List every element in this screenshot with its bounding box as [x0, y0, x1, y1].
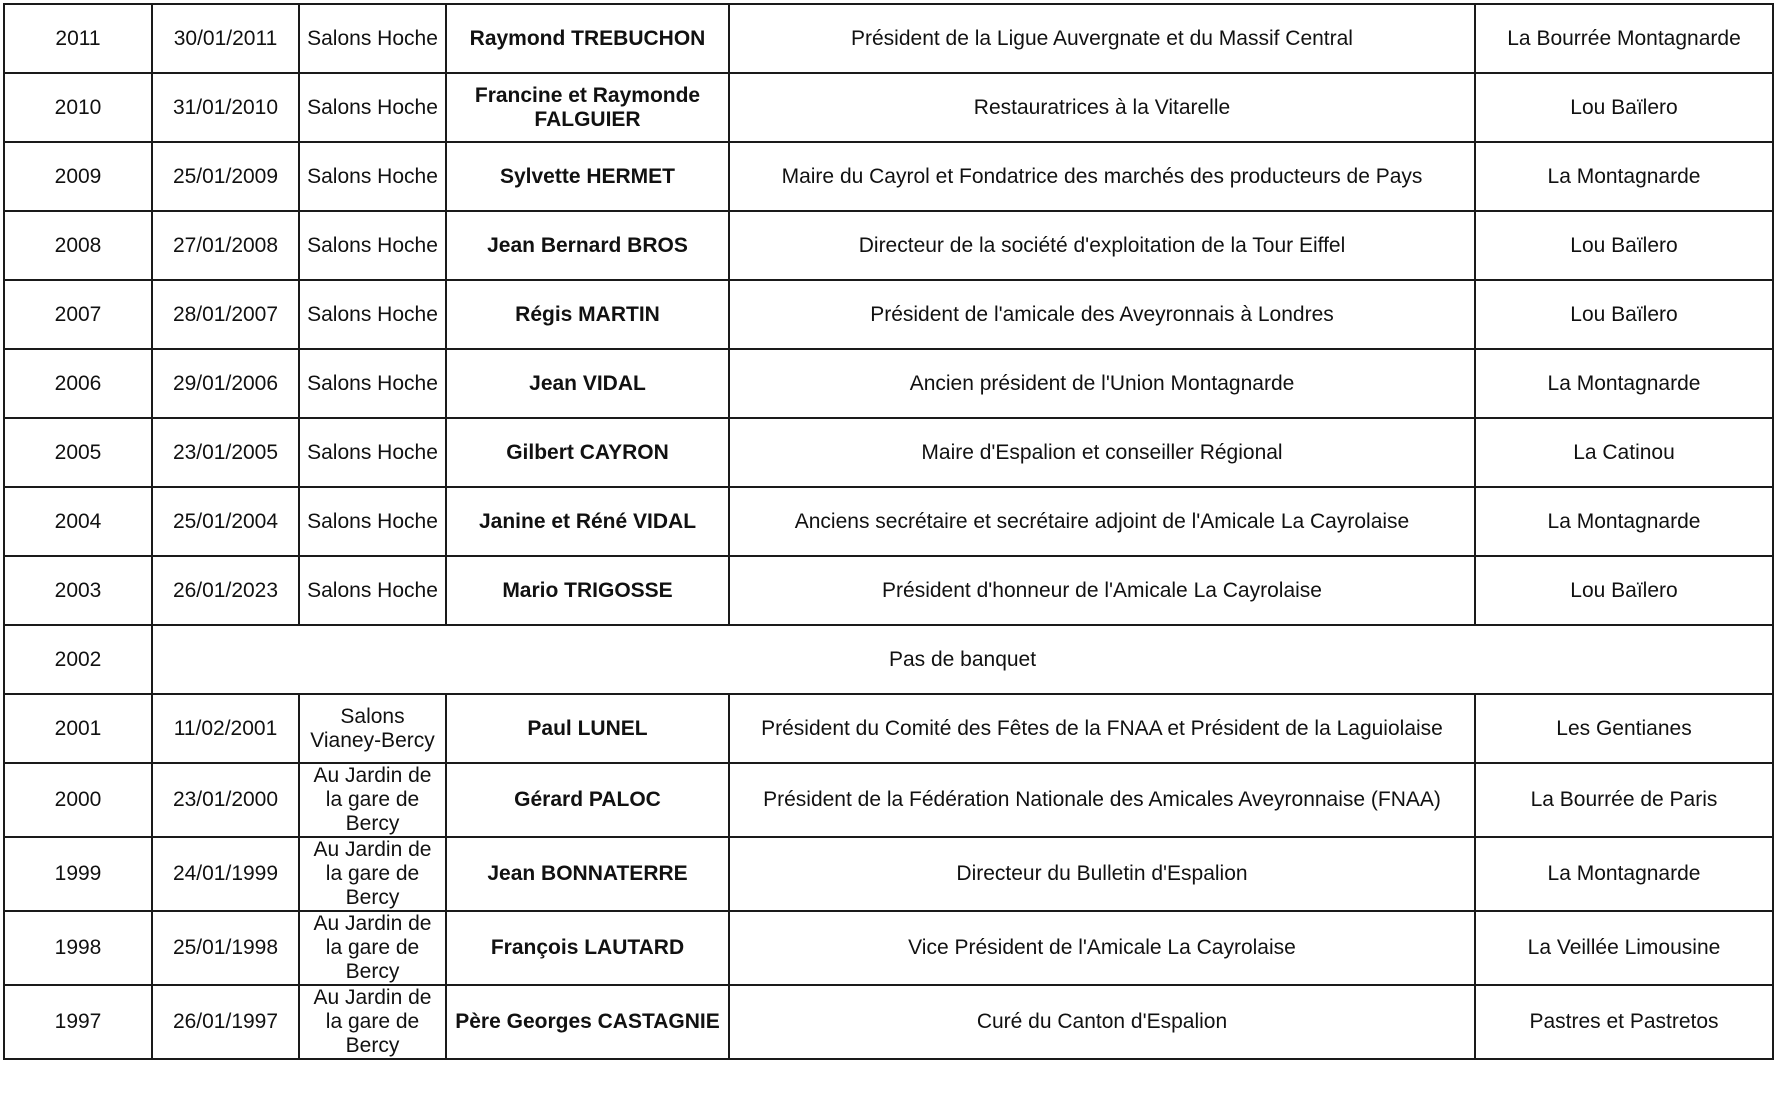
year-cell: 2003 — [4, 556, 152, 625]
year-cell: 2009 — [4, 142, 152, 211]
music-group-cell: La Veillée Limousine — [1475, 911, 1773, 985]
date-cell: 23/01/2000 — [152, 763, 299, 837]
honoree-name-cell: Père Georges CASTAGNIE — [446, 985, 729, 1059]
table-row — [4, 418, 1773, 487]
venue-cell: Salons Hoche — [299, 349, 446, 418]
date-cell: 27/01/2008 — [152, 211, 299, 280]
honoree-name-cell: Raymond TREBUCHON — [446, 4, 729, 73]
year-cell: 2002 — [4, 625, 152, 694]
honoree-name-cell: Francine et Raymonde FALGUIER — [446, 73, 729, 142]
music-group-cell: Pastres et Pastretos — [1475, 985, 1773, 1059]
music-group-cell: La Montagnarde — [1475, 349, 1773, 418]
table-row — [4, 694, 1773, 763]
table-row — [4, 985, 1773, 1059]
year-cell: 2008 — [4, 211, 152, 280]
music-group-cell: Lou Baïlero — [1475, 556, 1773, 625]
music-group-cell: La Catinou — [1475, 418, 1773, 487]
venue-cell: Au Jardin de la gare de Bercy — [299, 985, 446, 1059]
date-cell: 25/01/2004 — [152, 487, 299, 556]
year-cell: 2006 — [4, 349, 152, 418]
honoree-name-cell: Jean VIDAL — [446, 349, 729, 418]
venue-cell: Salons Vianey-Bercy — [299, 694, 446, 763]
honoree-role-cell: Vice Président de l'Amicale La Cayrolaise — [729, 911, 1475, 985]
honoree-role-cell: Anciens secrétaire et secrétaire adjoint de l'Amicale La Cayrolaise — [729, 487, 1475, 556]
honoree-name-cell: Jean BONNATERRE — [446, 837, 729, 911]
year-cell: 2007 — [4, 280, 152, 349]
banquet-history-table — [3, 3, 1774, 1060]
honoree-role-cell: Restauratrices à la Vitarelle — [729, 73, 1475, 142]
table-row — [4, 280, 1773, 349]
venue-cell: Salons Hoche — [299, 73, 446, 142]
honoree-name-cell: Régis MARTIN — [446, 280, 729, 349]
music-group-cell: Lou Baïlero — [1475, 73, 1773, 142]
honoree-name-cell: Mario TRIGOSSE — [446, 556, 729, 625]
year-cell: 1999 — [4, 837, 152, 911]
music-group-cell: Les Gentianes — [1475, 694, 1773, 763]
honoree-role-cell: Président d'honneur de l'Amicale La Cayrolaise — [729, 556, 1475, 625]
date-cell: 28/01/2007 — [152, 280, 299, 349]
year-cell: 2010 — [4, 73, 152, 142]
honoree-name-cell: François LAUTARD — [446, 911, 729, 985]
table-row — [4, 556, 1773, 625]
honoree-role-cell: Ancien président de l'Union Montagnarde — [729, 349, 1475, 418]
year-cell: 2000 — [4, 763, 152, 837]
venue-cell: Salons Hoche — [299, 4, 446, 73]
honoree-role-cell: Président du Comité des Fêtes de la FNAA et Président de la Laguiolaise — [729, 694, 1475, 763]
venue-cell: Salons Hoche — [299, 142, 446, 211]
music-group-cell: Lou Baïlero — [1475, 211, 1773, 280]
date-cell: 26/01/2023 — [152, 556, 299, 625]
honoree-name-cell: Jean Bernard BROS — [446, 211, 729, 280]
music-group-cell: La Bourrée de Paris — [1475, 763, 1773, 837]
honoree-name-cell: Gérard PALOC — [446, 763, 729, 837]
music-group-cell: La Bourrée Montagnarde — [1475, 4, 1773, 73]
table-row — [4, 837, 1773, 911]
venue-cell: Salons Hoche — [299, 280, 446, 349]
table-row — [4, 911, 1773, 985]
table-row — [4, 4, 1773, 73]
honoree-role-cell: Maire du Cayrol et Fondatrice des marchés des producteurs de Pays — [729, 142, 1475, 211]
year-cell: 2004 — [4, 487, 152, 556]
venue-cell: Au Jardin de la gare de Bercy — [299, 763, 446, 837]
table-row — [4, 142, 1773, 211]
table-row — [4, 211, 1773, 280]
date-cell: 11/02/2001 — [152, 694, 299, 763]
table-row — [4, 763, 1773, 837]
date-cell: 25/01/1998 — [152, 911, 299, 985]
year-cell: 1997 — [4, 985, 152, 1059]
honoree-role-cell: Président de la Ligue Auvergnate et du Massif Central — [729, 4, 1475, 73]
honoree-role-cell: Directeur du Bulletin d'Espalion — [729, 837, 1475, 911]
date-cell: 26/01/1997 — [152, 985, 299, 1059]
music-group-cell: Lou Baïlero — [1475, 280, 1773, 349]
venue-cell: Salons Hoche — [299, 556, 446, 625]
venue-cell: Salons Hoche — [299, 487, 446, 556]
honoree-role-cell: Curé du Canton d'Espalion — [729, 985, 1475, 1059]
venue-cell: Au Jardin de la gare de Bercy — [299, 837, 446, 911]
honoree-name-cell: Janine et Réné VIDAL — [446, 487, 729, 556]
music-group-cell: La Montagnarde — [1475, 487, 1773, 556]
table-body — [4, 4, 1773, 1059]
no-banquet-cell: Pas de banquet — [152, 625, 1773, 694]
date-cell: 29/01/2006 — [152, 349, 299, 418]
honoree-role-cell: Président de la Fédération Nationale des Amicales Aveyronnaise (FNAA) — [729, 763, 1475, 837]
venue-cell: Salons Hoche — [299, 418, 446, 487]
honoree-name-cell: Sylvette HERMET — [446, 142, 729, 211]
table-row — [4, 73, 1773, 142]
date-cell: 31/01/2010 — [152, 73, 299, 142]
music-group-cell: La Montagnarde — [1475, 837, 1773, 911]
date-cell: 30/01/2011 — [152, 4, 299, 73]
music-group-cell: La Montagnarde — [1475, 142, 1773, 211]
venue-cell: Au Jardin de la gare de Bercy — [299, 911, 446, 985]
honoree-role-cell: Directeur de la société d'exploitation de la Tour Eiffel — [729, 211, 1475, 280]
honoree-role-cell: Président de l'amicale des Aveyronnais à Londres — [729, 280, 1475, 349]
table-container — [3, 3, 1774, 1060]
venue-cell: Salons Hoche — [299, 211, 446, 280]
table-row — [4, 487, 1773, 556]
date-cell: 24/01/1999 — [152, 837, 299, 911]
honoree-role-cell: Maire d'Espalion et conseiller Régional — [729, 418, 1475, 487]
honoree-name-cell: Paul LUNEL — [446, 694, 729, 763]
date-cell: 23/01/2005 — [152, 418, 299, 487]
year-cell: 1998 — [4, 911, 152, 985]
table-row — [4, 625, 1773, 694]
year-cell: 2011 — [4, 4, 152, 73]
table-row — [4, 349, 1773, 418]
date-cell: 25/01/2009 — [152, 142, 299, 211]
year-cell: 2005 — [4, 418, 152, 487]
year-cell: 2001 — [4, 694, 152, 763]
honoree-name-cell: Gilbert CAYRON — [446, 418, 729, 487]
